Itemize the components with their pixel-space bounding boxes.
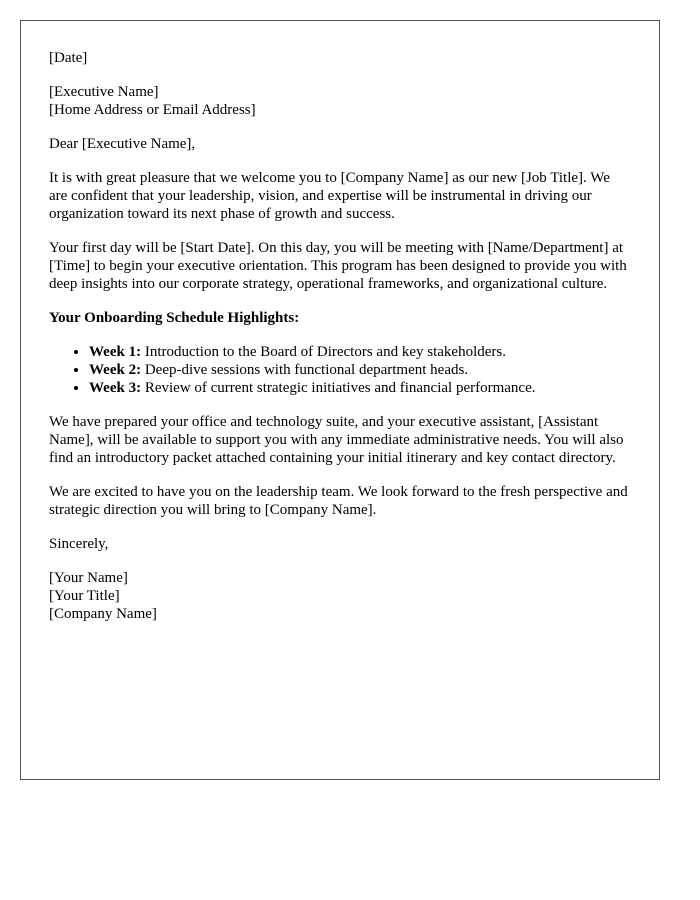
signature-name: [Your Name]: [49, 570, 128, 586]
schedule-item-label: Week 1:: [89, 344, 142, 360]
letter-page: [20, 20, 660, 780]
schedule-item-text: Deep-dive sessions with functional department heads.: [141, 362, 469, 378]
closing-paragraph: We are excited to have you on the leadership team. We look forward to the fresh perspective and strategic direction you will bring to [Company Name].: [49, 484, 628, 518]
schedule-item: [89, 361, 631, 379]
first-day-paragraph: Your first day will be [Start Date]. On this day, you will be meeting with [Name/Department] at [Time] to begin your executive orientation. This program has been designed to provide you with deep insights into our corporate strategy, operational frameworks, and organizational culture.: [49, 240, 627, 292]
welcome-paragraph: It is with great pleasure that we welcome you to [Company Name] as our new [Job Title]. We are confident that your leadership, vision, and expertise will be instrumental in driving our organization toward its next phase of growth and success.: [49, 170, 610, 222]
closing: Sincerely,: [49, 536, 109, 552]
salutation: Dear [Executive Name],: [49, 136, 196, 152]
schedule-item: [89, 379, 631, 397]
signature-company: [Company Name]: [49, 606, 157, 622]
schedule-item-label: Week 2:: [89, 362, 142, 378]
schedule-item-text: Introduction to the Board of Directors and key stakeholders.: [141, 344, 506, 360]
letter-date: [Date]: [49, 50, 88, 66]
schedule-item-label: Week 3:: [89, 380, 142, 396]
schedule-item-text: Review of current strategic initiatives and financial performance.: [141, 380, 536, 396]
recipient-block: [49, 83, 631, 119]
signature-block: [49, 569, 631, 623]
schedule-heading: Your Onboarding Schedule Highlights:: [49, 310, 300, 326]
schedule-list: [49, 343, 631, 397]
support-paragraph: We have prepared your office and technology suite, and your executive assistant, [Assistant Name], will be available to support you with any immediate administrative needs. You will also find an introductory packet attached containing your initial itinerary and key contact directory.: [49, 414, 624, 466]
schedule-item: [89, 343, 631, 361]
recipient-name: [Executive Name]: [49, 84, 159, 100]
signature-title: [Your Title]: [49, 588, 120, 604]
recipient-address: [Home Address or Email Address]: [49, 102, 256, 118]
